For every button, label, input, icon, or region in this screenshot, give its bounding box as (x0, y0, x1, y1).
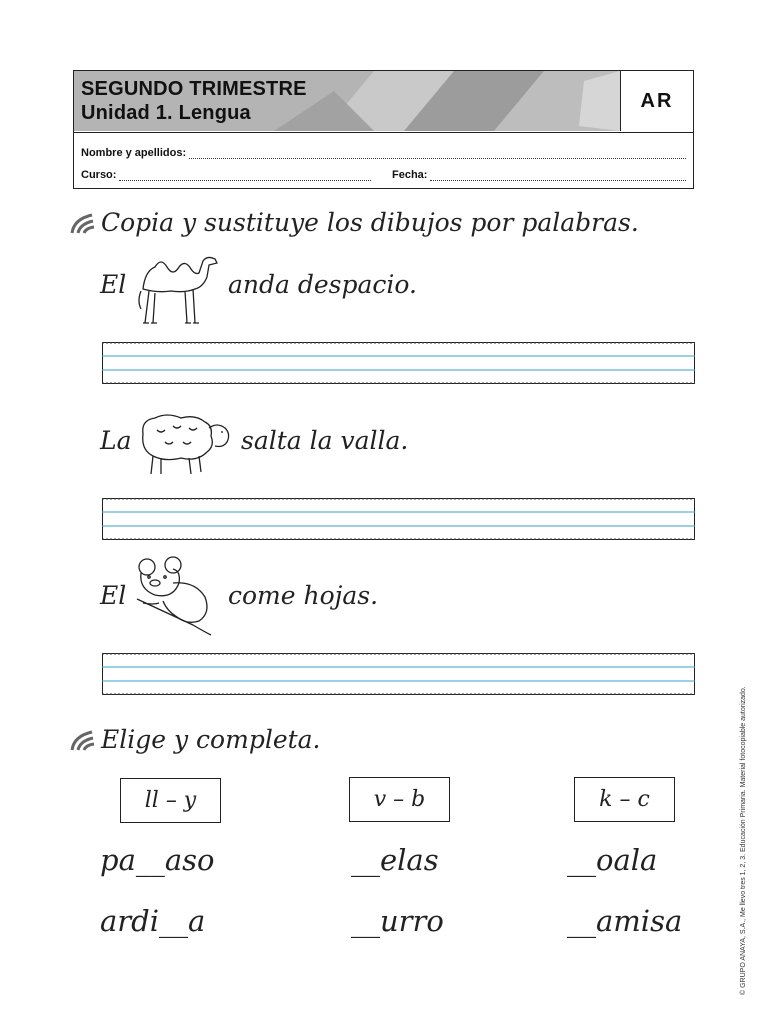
course-field[interactable] (81, 169, 371, 181)
sentence3-ending: come hojas. (228, 581, 379, 610)
copyright-note: © GRUPO ANAYA, S.A., Me llevo tres 1, 2, 3. Educación Primaria. Material fotocopiable autorizado. (740, 686, 747, 995)
word-row2-col2[interactable]: __urro (351, 904, 444, 938)
exercise2-instruction: Elige y completa. (101, 725, 321, 754)
word-row2-col3[interactable]: __amisa (567, 904, 683, 938)
sentence3-article: El (100, 581, 127, 610)
choice-box-v-b: v – b (349, 777, 450, 822)
camel-icon (135, 253, 221, 327)
word-row1-col2[interactable]: __elas (351, 843, 439, 877)
header-line1: SEGUNDO TRIMESTRE (81, 78, 307, 100)
writing-area-2[interactable] (102, 498, 695, 540)
sentence2-article: La (100, 426, 132, 455)
name-label: Nombre y apellidos: (81, 147, 187, 159)
sentence1-ending: anda despacio. (228, 270, 417, 299)
sentence1-article: El (100, 270, 127, 299)
choice-box-ll-y: ll – y (120, 778, 221, 823)
header-title-band (74, 71, 693, 133)
exercise-icon (70, 213, 96, 235)
name-line[interactable] (189, 149, 686, 159)
writing-area-3[interactable] (102, 653, 695, 695)
word-row1-col3[interactable]: __oala (567, 843, 658, 877)
header-title (81, 77, 307, 125)
sentence2-ending: salta la valla. (241, 426, 409, 455)
word-row2-col1[interactable]: ardi__a (100, 904, 206, 938)
sheep-icon (137, 412, 233, 478)
course-label: Curso: (81, 169, 117, 181)
name-field[interactable] (81, 147, 686, 159)
course-line[interactable] (119, 171, 371, 181)
date-line[interactable] (430, 171, 686, 181)
date-field[interactable] (392, 169, 686, 181)
koala-icon (133, 555, 213, 637)
word-row1-col1[interactable]: pa__aso (100, 843, 215, 877)
exercise1-instruction: Copia y sustituye los dibujos por palabras. (101, 208, 639, 237)
level-badge: AR (620, 71, 693, 131)
exercise-icon (70, 730, 96, 752)
header-line2: Unidad 1. Lengua (81, 102, 251, 124)
date-label: Fecha: (392, 169, 428, 181)
worksheet-header (73, 70, 694, 189)
choice-box-k-c: k – c (574, 777, 675, 822)
writing-area-1[interactable] (102, 342, 695, 384)
